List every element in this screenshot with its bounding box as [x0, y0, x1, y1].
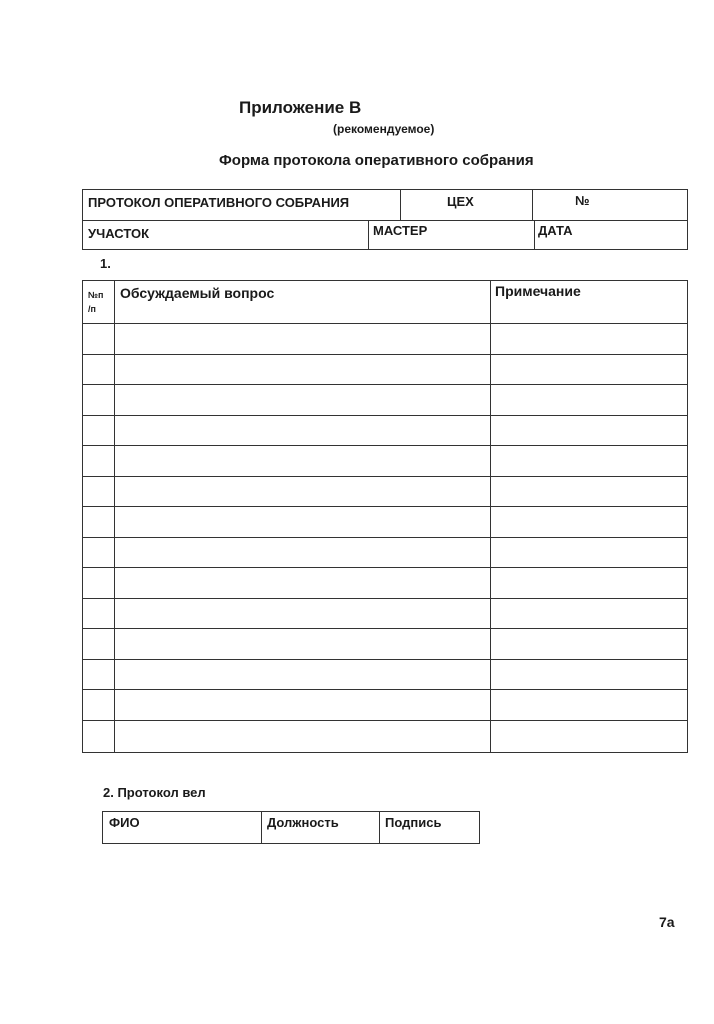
workshop-label: ЦЕХ: [447, 194, 474, 209]
column-divider: [490, 281, 491, 752]
table-row: [83, 537, 687, 538]
column-divider: [379, 812, 380, 843]
section-1-number: 1.: [100, 256, 111, 271]
header-divider: [368, 220, 369, 249]
master-label: МАСТЕР: [373, 223, 428, 238]
table-row: [83, 659, 687, 660]
table-row: [83, 720, 687, 721]
col-header-note: Примечание: [495, 283, 581, 299]
protocol-label: ПРОТОКОЛ ОПЕРАТИВНОГО СОБРАНИЯ: [88, 195, 350, 210]
header-row-divider: [83, 220, 687, 221]
signature-label: Подпись: [385, 815, 442, 830]
appendix-title: Приложение В: [239, 98, 362, 117]
date-label: ДАТА: [538, 223, 573, 238]
table-row: [83, 628, 687, 629]
col-header-number: [88, 288, 103, 316]
header-divider: [400, 190, 401, 220]
table-row: [83, 384, 687, 385]
number-label: №: [575, 193, 590, 208]
table-row: [83, 598, 687, 599]
table-row: [83, 506, 687, 507]
appendix-subtitle: (рекомендуемое): [333, 122, 435, 136]
page-number: 7а: [659, 914, 675, 930]
col-header-number-line2: /п: [88, 304, 96, 314]
col-header-number-line1: №п: [88, 290, 104, 300]
table-header-divider: [83, 323, 687, 324]
table-row: [83, 415, 687, 416]
section-label: УЧАСТОК: [88, 226, 150, 241]
fio-label: ФИО: [109, 815, 140, 830]
column-divider: [114, 281, 115, 752]
table-row: [83, 445, 687, 446]
table-row: [83, 354, 687, 355]
header-divider: [532, 190, 533, 220]
table-row: [83, 567, 687, 568]
header-divider: [534, 220, 535, 249]
col-header-question: Обсуждаемый вопрос: [120, 285, 275, 301]
table-row: [83, 689, 687, 690]
position-label: Должность: [267, 815, 339, 830]
column-divider: [261, 812, 262, 843]
signature-table: [102, 811, 480, 844]
form-title: Форма протокола оперативного собрания: [219, 152, 534, 169]
agenda-table: [82, 280, 688, 753]
section-2-title: 2. Протокол вел: [103, 785, 206, 800]
table-row: [83, 476, 687, 477]
protocol-header-table: [82, 189, 688, 250]
